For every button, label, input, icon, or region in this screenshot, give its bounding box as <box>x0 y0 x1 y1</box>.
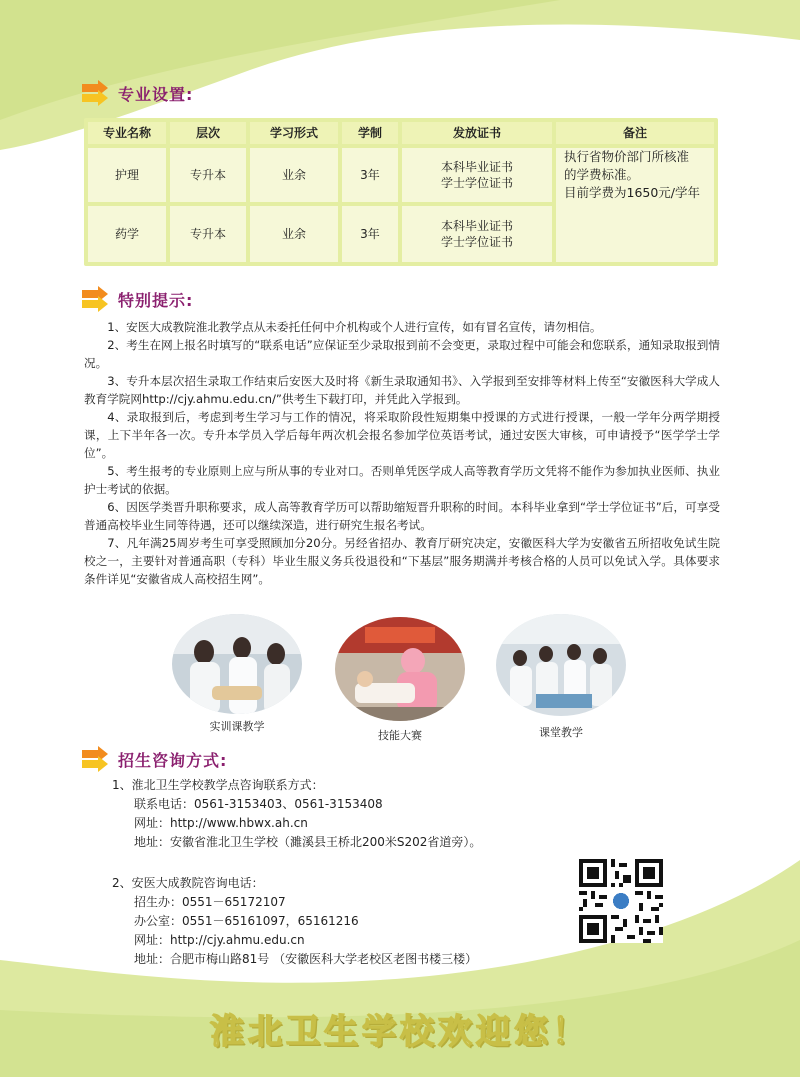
notice-item: 5、考生报考的专业原则上应与所从事的专业对口。否则单凭医学成人高等教育学历文凭将不能作为参加执业医师、执业护士考试的依据。 <box>84 464 720 496</box>
table-header-cell: 学制 <box>342 122 398 144</box>
table-cell-duration: 3年 <box>342 206 398 262</box>
photo-caption: 实训课教学 <box>209 720 265 733</box>
ahmu-office-phone: 办公室：0551－65161097，65161216 <box>134 914 359 928</box>
table-header-cell: 专业名称 <box>88 122 166 144</box>
ahmu-admissions-phone: 招生办：0551－65172107 <box>134 895 286 909</box>
programs-table <box>84 118 718 266</box>
qr-code-icon[interactable] <box>579 859 663 943</box>
notice-item: 2、考生在网上报名时填写的“联系电话”应保证至少录取报到前不会变更，录取过程中可能会和您联系，通知录取报到情况。 <box>84 338 720 370</box>
double-arrow-icon <box>80 80 110 106</box>
table-header-cell: 层次 <box>170 122 246 144</box>
notice-item: 6、因医学类晋升职称要求，成人高等教育学历可以帮助缩短晋升职称的时间。本科毕业拿到“学士学位证书”后，可享受普通高校毕业生同等待遇，还可以继续深造，进行研究生报名考试。 <box>84 500 720 532</box>
table-cell-level: 专升本 <box>170 206 246 262</box>
notice-item: 7、凡年满25周岁考生可享受照顾加分20分。另经省招办、教育厅研究决定，安徽医科大学为安徽省五所招收免试生院校之一，主要针对普通高职（专科）毕业生服义务兵役退役和“下基层”服务期满并考核合格的人员可以免试入学。具体要求条件详见“安徽省成人高校招生网”。 <box>84 536 720 586</box>
table-cell-level: 专升本 <box>170 148 246 202</box>
table-cell-form: 业余 <box>250 148 338 202</box>
notice-item: 4、录取报到后，考虑到考生学习与工作的情况，将采取阶段性短期集中授课的方式进行授课，一般一学年分两学期授课，上下半年各一次。专升本学员入学后每年两次机会报名参加学位英语考试，通过安医大审核，可申请授予“医学学士学位”。 <box>84 410 720 460</box>
certificate-line: 学士学位证书 <box>440 235 513 249</box>
remark-line: 目前学费为1650元/学年 <box>564 185 701 200</box>
double-arrow-icon <box>80 286 110 312</box>
huaibei-website-link[interactable]: 网址：http://www.hbwx.ah.cn <box>134 816 308 830</box>
photo-caption: 技能大赛 <box>378 729 422 742</box>
huaibei-phone: 联系电话：0561-3153403、0561-3153408 <box>134 797 383 811</box>
table-header-cell: 备注 <box>556 122 714 144</box>
certificate-line: 学士学位证书 <box>440 176 513 190</box>
programs-title: 专业设置: <box>118 84 194 104</box>
table-cell-remark <box>556 148 714 262</box>
photo-caption: 课堂教学 <box>539 726 583 739</box>
table-cell-form: 业余 <box>250 206 338 262</box>
notice-item: 1、安医大成教院淮北教学点从未委托任何中介机构或个人进行宣传，如有冒名宣传，请勿相信。 <box>107 320 602 334</box>
ahmu-contact-heading: 2、安医大成教院咨询电话： <box>112 876 264 890</box>
huaibei-contact-heading: 1、淮北卫生学校教学点咨询联系方式： <box>112 778 324 792</box>
notice-heading <box>80 286 193 312</box>
huaibei-address: 地址：安徽省淮北卫生学校（濉溪县王桥北200米S202省道旁）。 <box>134 835 482 849</box>
classroom-teaching-photo <box>496 614 626 716</box>
table-cell-name: 药学 <box>88 206 166 262</box>
certificate-line: 本科毕业证书 <box>440 160 513 174</box>
table-cell-name: 护理 <box>88 148 166 202</box>
table-header-cell: 发放证书 <box>402 122 552 144</box>
contact-heading <box>80 746 227 772</box>
practical-teaching-photo <box>172 614 302 714</box>
ahmu-address: 地址：合肥市梅山路81号 （安徽医科大学老校区老图书楼三楼） <box>134 952 478 966</box>
double-arrow-icon <box>80 746 110 772</box>
table-cell-duration: 3年 <box>342 148 398 202</box>
notice-list <box>84 318 720 588</box>
notice-title: 特别提示: <box>118 290 194 310</box>
programs-heading <box>80 80 193 106</box>
contact-title: 招生咨询方式: <box>118 750 228 770</box>
contact-info <box>112 776 572 969</box>
table-cell-certificates <box>402 148 552 202</box>
remark-line: 的学费标准。 <box>564 167 640 182</box>
table-header-cell: 学习形式 <box>250 122 338 144</box>
skills-contest-photo <box>335 617 465 721</box>
ahmu-website-link[interactable]: 网址：http://cjy.ahmu.edu.cn <box>134 933 305 947</box>
certificate-line: 本科毕业证书 <box>440 219 513 233</box>
remark-line: 执行省物价部门所核准 <box>564 149 690 164</box>
welcome-slogan: 淮北卫生学校欢迎您！ <box>210 1012 590 1052</box>
table-cell-certificates <box>402 206 552 262</box>
notice-item: 3、专升本层次招生录取工作结束后安医大及时将《新生录取通知书》、入学报到至安排等材料上传至“安徽医科大学成人教育学院网http://cjy.ahmu.edu.cn/”供考生下载打印，并凭此入学报到。 <box>84 374 720 406</box>
